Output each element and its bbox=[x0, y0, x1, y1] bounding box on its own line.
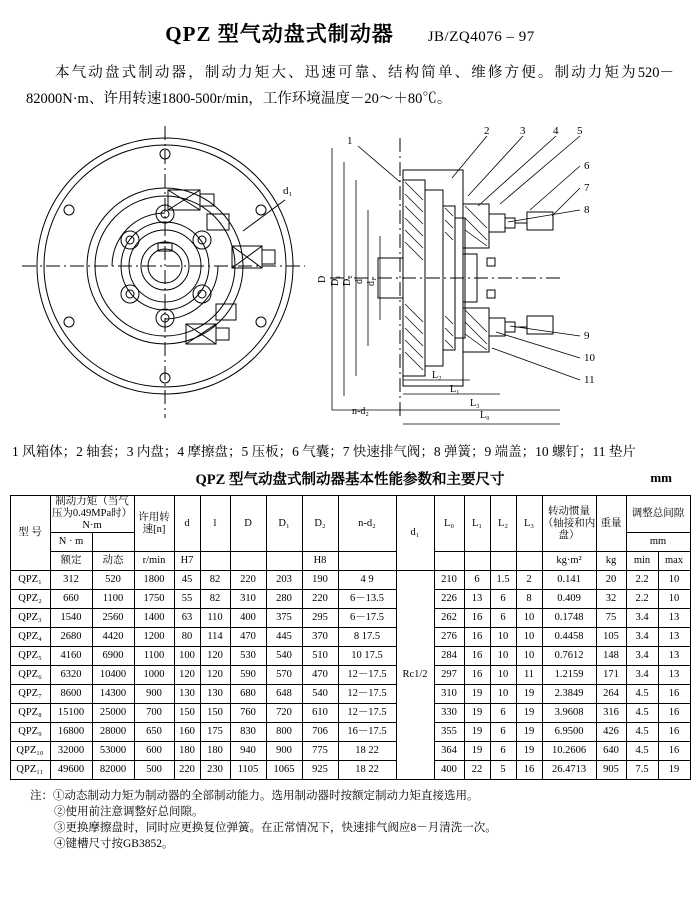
cell-inertia: 10.2606 bbox=[542, 742, 596, 761]
cell-dynamic: 14300 bbox=[92, 685, 134, 704]
th-L1-blank bbox=[464, 552, 490, 571]
cell-D2: 706 bbox=[302, 723, 338, 742]
cell-model: QPZ₁₁ bbox=[10, 761, 50, 780]
cell-D: 1105 bbox=[230, 761, 266, 780]
cell-inertia: 6.9500 bbox=[542, 723, 596, 742]
dim-d: d bbox=[354, 279, 365, 284]
callout-8: 8 bbox=[584, 204, 590, 216]
th-nd2: n-d₂ bbox=[338, 496, 396, 552]
cell-dynamic: 1100 bbox=[92, 590, 134, 609]
figure-legend: 1 风箱体；2 轴套；3 内盘；4 摩擦盘；5 压板；6 气囊；7 快速排气阀；8 弹簧；9 端盖；10 螺钉；11 垫片 bbox=[12, 444, 636, 459]
cell-max: 13 bbox=[658, 628, 690, 647]
dim-d1: d₁ bbox=[366, 277, 377, 286]
cell-L3: 8 bbox=[516, 590, 542, 609]
cell-dynamic: 6900 bbox=[92, 647, 134, 666]
cell-min: 4.5 bbox=[626, 685, 658, 704]
cell-L0: 262 bbox=[434, 609, 464, 628]
cell-D: 310 bbox=[230, 590, 266, 609]
note-item-3: ④键槽尺寸按GB3852。 bbox=[54, 838, 174, 851]
cell-L3: 11 bbox=[516, 666, 542, 685]
cell-L2: 6 bbox=[490, 590, 516, 609]
table-row bbox=[10, 685, 690, 704]
cell-D1: 280 bbox=[266, 590, 302, 609]
th-d: d bbox=[174, 496, 200, 552]
cell-speed: 600 bbox=[134, 742, 174, 761]
cell-D: 470 bbox=[230, 628, 266, 647]
callout-7: 7 bbox=[584, 182, 590, 194]
cell-inertia: 0.4458 bbox=[542, 628, 596, 647]
th-D1-blank bbox=[266, 552, 302, 571]
cell-max: 13 bbox=[658, 647, 690, 666]
cell-max: 10 bbox=[658, 590, 690, 609]
cell-weight: 148 bbox=[596, 647, 626, 666]
cell-L0: 400 bbox=[434, 761, 464, 780]
cell-L3: 10 bbox=[516, 647, 542, 666]
th-L2: L₂ bbox=[490, 496, 516, 552]
cell-L3: 16 bbox=[516, 761, 542, 780]
cell-speed: 1800 bbox=[134, 571, 174, 590]
cell-min: 2.2 bbox=[626, 571, 658, 590]
cell-D: 940 bbox=[230, 742, 266, 761]
cell-l: 82 bbox=[200, 590, 230, 609]
cell-min: 4.5 bbox=[626, 723, 658, 742]
cell-L3: 10 bbox=[516, 628, 542, 647]
cell-d: 100 bbox=[174, 647, 200, 666]
cell-inertia: 3.9608 bbox=[542, 704, 596, 723]
cell-rated: 16800 bbox=[50, 723, 92, 742]
th-gap-min: min bbox=[626, 552, 658, 571]
cell-d: 120 bbox=[174, 666, 200, 685]
cell-D: 220 bbox=[230, 571, 266, 590]
cell-model: QPZ₁₀ bbox=[10, 742, 50, 761]
cell-nd2: 12－17.5 bbox=[338, 685, 396, 704]
cell-L3: 19 bbox=[516, 742, 542, 761]
cell-D2: 220 bbox=[302, 590, 338, 609]
cell-max: 16 bbox=[658, 704, 690, 723]
table-row bbox=[10, 704, 690, 723]
note-item-2: ③更换摩擦盘时，同时应更换复位弹簧。在正常情况下，快速排气阀应8－月清洗一次。 bbox=[54, 822, 497, 835]
cell-l: 150 bbox=[200, 704, 230, 723]
cell-L0: 355 bbox=[434, 723, 464, 742]
cell-d: 180 bbox=[174, 742, 200, 761]
cell-D2: 775 bbox=[302, 742, 338, 761]
th-D2-fit: H8 bbox=[302, 552, 338, 571]
callout-10: 10 bbox=[584, 352, 595, 364]
cell-weight: 20 bbox=[596, 571, 626, 590]
dim-D: D bbox=[317, 275, 328, 283]
th-l-blank bbox=[200, 552, 230, 571]
cell-l: 110 bbox=[200, 609, 230, 628]
cell-nd2: 4 9 bbox=[338, 571, 396, 590]
cell-speed: 1750 bbox=[134, 590, 174, 609]
cell-L3: 2 bbox=[516, 571, 542, 590]
cell-L2: 10 bbox=[490, 628, 516, 647]
th-dynamic: 动态 bbox=[92, 552, 134, 571]
cell-l: 114 bbox=[200, 628, 230, 647]
cell-inertia: 2.3849 bbox=[542, 685, 596, 704]
th-gap-unit: mm bbox=[626, 533, 690, 552]
cell-d: 63 bbox=[174, 609, 200, 628]
cell-rated: 6320 bbox=[50, 666, 92, 685]
cell-D1: 648 bbox=[266, 685, 302, 704]
callout-3: 3 bbox=[520, 125, 526, 137]
cell-weight: 905 bbox=[596, 761, 626, 780]
cell-D: 400 bbox=[230, 609, 266, 628]
cell-speed: 1400 bbox=[134, 609, 174, 628]
cell-rated: 1540 bbox=[50, 609, 92, 628]
cell-rated: 4160 bbox=[50, 647, 92, 666]
cell-inertia: 0.409 bbox=[542, 590, 596, 609]
cell-rated: 49600 bbox=[50, 761, 92, 780]
cell-inertia: 0.7612 bbox=[542, 647, 596, 666]
cell-inertia: 1.2159 bbox=[542, 666, 596, 685]
cell-dynamic: 10400 bbox=[92, 666, 134, 685]
cell-l: 180 bbox=[200, 742, 230, 761]
table-caption bbox=[0, 468, 700, 489]
cell-l: 230 bbox=[200, 761, 230, 780]
cell-L1: 16 bbox=[464, 666, 490, 685]
cell-L0: 276 bbox=[434, 628, 464, 647]
callout-5: 5 bbox=[577, 125, 583, 137]
cell-D1: 800 bbox=[266, 723, 302, 742]
cell-L3: 10 bbox=[516, 609, 542, 628]
th-torque-unit: N · m bbox=[50, 533, 92, 552]
cell-d: 55 bbox=[174, 590, 200, 609]
air-cylinder-bottom bbox=[186, 324, 229, 344]
cell-max: 13 bbox=[658, 666, 690, 685]
cell-L1: 16 bbox=[464, 628, 490, 647]
cell-max: 10 bbox=[658, 571, 690, 590]
cell-inertia: 0.1748 bbox=[542, 609, 596, 628]
cell-L1: 13 bbox=[464, 590, 490, 609]
table-row bbox=[10, 628, 690, 647]
title-row bbox=[0, 0, 700, 48]
th-D: D bbox=[230, 496, 266, 552]
cell-model: QPZ₇ bbox=[10, 685, 50, 704]
cell-l: 82 bbox=[200, 571, 230, 590]
cell-min: 3.4 bbox=[626, 666, 658, 685]
cell-nd2: 10 17.5 bbox=[338, 647, 396, 666]
th-D-blank bbox=[230, 552, 266, 571]
dim-L1: L₁ bbox=[450, 384, 460, 395]
cell-L0: 330 bbox=[434, 704, 464, 723]
cell-rated: 32000 bbox=[50, 742, 92, 761]
notes-block bbox=[30, 788, 700, 852]
th-D1: D₁ bbox=[266, 496, 302, 552]
cell-l: 120 bbox=[200, 647, 230, 666]
cell-L1: 16 bbox=[464, 609, 490, 628]
cell-D2: 470 bbox=[302, 666, 338, 685]
cell-min: 4.5 bbox=[626, 742, 658, 761]
callout-11: 11 bbox=[584, 374, 595, 386]
dim-nd2: n-d₂ bbox=[352, 406, 369, 417]
cell-nd2: 8 17.5 bbox=[338, 628, 396, 647]
th-speed-group: 许用转速[n] bbox=[134, 496, 174, 552]
th-inertia-group: 转动惯量（轴接和内盘） bbox=[542, 496, 596, 552]
cell-L2: 6 bbox=[490, 704, 516, 723]
cell-model: QPZ₉ bbox=[10, 723, 50, 742]
th-L2-blank bbox=[490, 552, 516, 571]
cell-D2: 540 bbox=[302, 685, 338, 704]
cell-D: 680 bbox=[230, 685, 266, 704]
table-row bbox=[10, 666, 690, 685]
th-inertia-unit: kg·m² bbox=[542, 552, 596, 571]
cell-speed: 650 bbox=[134, 723, 174, 742]
cell-L0: 297 bbox=[434, 666, 464, 685]
spec-table-body bbox=[10, 571, 690, 780]
cell-speed: 1100 bbox=[134, 647, 174, 666]
cell-min: 7.5 bbox=[626, 761, 658, 780]
th-speed-unit: r/min bbox=[134, 552, 174, 571]
th-D2: D₂ bbox=[302, 496, 338, 552]
table-row bbox=[10, 723, 690, 742]
cell-L1: 19 bbox=[464, 704, 490, 723]
cell-weight: 32 bbox=[596, 590, 626, 609]
cell-min: 2.2 bbox=[626, 590, 658, 609]
standard-code: JB/ZQ4076 – 97 bbox=[427, 29, 535, 45]
cell-d: 130 bbox=[174, 685, 200, 704]
cell-dynamic: 25000 bbox=[92, 704, 134, 723]
cell-D2: 925 bbox=[302, 761, 338, 780]
figure-assembly-drawing bbox=[0, 118, 700, 438]
cell-D2: 370 bbox=[302, 628, 338, 647]
cell-d1: Rc1/2 bbox=[396, 571, 434, 780]
intro-paragraph: 本气动盘式制动器，制动力矩大、迅速可靠、结构简单、维修方便。制动力矩为520－82000N·m、许用转速1800-500r/min，工作环境温度－20～＋80℃。 bbox=[26, 65, 674, 107]
cell-D1: 570 bbox=[266, 666, 302, 685]
cell-L3: 19 bbox=[516, 723, 542, 742]
cell-weight: 105 bbox=[596, 628, 626, 647]
cell-nd2: 12－17.5 bbox=[338, 704, 396, 723]
cell-dynamic: 4420 bbox=[92, 628, 134, 647]
table-row bbox=[10, 609, 690, 628]
cell-D1: 1065 bbox=[266, 761, 302, 780]
th-gap-max: max bbox=[658, 552, 690, 571]
cell-nd2: 18 22 bbox=[338, 742, 396, 761]
th-model: 型 号 bbox=[10, 496, 50, 571]
cell-max: 16 bbox=[658, 685, 690, 704]
cell-weight: 171 bbox=[596, 666, 626, 685]
cell-L0: 310 bbox=[434, 685, 464, 704]
cell-max: 16 bbox=[658, 742, 690, 761]
cell-rated: 8600 bbox=[50, 685, 92, 704]
cell-model: QPZ₃ bbox=[10, 609, 50, 628]
th-weight: 重量 bbox=[596, 496, 626, 552]
cell-rated: 312 bbox=[50, 571, 92, 590]
note-lead: 注：①动态制动力矩为制动器的全部制动能力。选用制动器时按额定制动力矩直接选用。 bbox=[30, 790, 479, 803]
cell-min: 3.4 bbox=[626, 628, 658, 647]
cell-L1: 16 bbox=[464, 647, 490, 666]
cell-L2: 6 bbox=[490, 609, 516, 628]
cell-speed: 1200 bbox=[134, 628, 174, 647]
cell-d: 80 bbox=[174, 628, 200, 647]
cell-D2: 295 bbox=[302, 609, 338, 628]
cell-model: QPZ₄ bbox=[10, 628, 50, 647]
cell-L1: 6 bbox=[464, 571, 490, 590]
cell-nd2: 16－17.5 bbox=[338, 723, 396, 742]
cell-min: 4.5 bbox=[626, 704, 658, 723]
cell-inertia: 26.4713 bbox=[542, 761, 596, 780]
table-row bbox=[10, 647, 690, 666]
cell-min: 3.4 bbox=[626, 647, 658, 666]
cell-max: 13 bbox=[658, 609, 690, 628]
cell-nd2: 6－17.5 bbox=[338, 609, 396, 628]
cell-nd2: 12－17.5 bbox=[338, 666, 396, 685]
th-d1: d₁ bbox=[396, 496, 434, 571]
cell-D: 530 bbox=[230, 647, 266, 666]
th-weight-unit: kg bbox=[596, 552, 626, 571]
cell-D1: 375 bbox=[266, 609, 302, 628]
dim-L3: L₃ bbox=[470, 398, 480, 409]
cell-weight: 640 bbox=[596, 742, 626, 761]
cell-dynamic: 82000 bbox=[92, 761, 134, 780]
table-caption-text: QPZ 型气动盘式制动器基本性能参数和主要尺寸 bbox=[195, 472, 505, 488]
cell-dynamic: 53000 bbox=[92, 742, 134, 761]
cell-max: 16 bbox=[658, 723, 690, 742]
th-L0-blank bbox=[434, 552, 464, 571]
cell-L0: 226 bbox=[434, 590, 464, 609]
cell-max: 19 bbox=[658, 761, 690, 780]
th-gap-group: 调整总间隙 bbox=[626, 496, 690, 533]
page-title: QPZ 型气动盘式制动器 bbox=[165, 22, 394, 46]
dim-D2: D₂ bbox=[342, 275, 353, 286]
cell-D2: 510 bbox=[302, 647, 338, 666]
cell-model: QPZ₆ bbox=[10, 666, 50, 685]
th-L1: L₁ bbox=[464, 496, 490, 552]
cell-L2: 10 bbox=[490, 647, 516, 666]
cell-dynamic: 28000 bbox=[92, 723, 134, 742]
callout-6: 6 bbox=[584, 160, 590, 172]
callout-9: 9 bbox=[584, 330, 590, 342]
cell-model: QPZ₂ bbox=[10, 590, 50, 609]
cell-dynamic: 520 bbox=[92, 571, 134, 590]
cell-D2: 610 bbox=[302, 704, 338, 723]
cell-D: 830 bbox=[230, 723, 266, 742]
th-nd2-blank bbox=[338, 552, 396, 571]
th-torque-unit2 bbox=[92, 533, 134, 552]
cell-D1: 203 bbox=[266, 571, 302, 590]
cell-speed: 500 bbox=[134, 761, 174, 780]
cell-d: 150 bbox=[174, 704, 200, 723]
cell-D1: 720 bbox=[266, 704, 302, 723]
cell-L1: 19 bbox=[464, 742, 490, 761]
dim-L2: L₂ bbox=[432, 370, 442, 381]
cell-nd2: 18 22 bbox=[338, 761, 396, 780]
cell-rated: 15100 bbox=[50, 704, 92, 723]
air-cylinder-right bbox=[232, 246, 275, 268]
cell-inertia: 0.141 bbox=[542, 571, 596, 590]
th-L0: L₀ bbox=[434, 496, 464, 552]
cell-weight: 264 bbox=[596, 685, 626, 704]
cell-L1: 19 bbox=[464, 723, 490, 742]
cell-L2: 10 bbox=[490, 685, 516, 704]
cell-rated: 660 bbox=[50, 590, 92, 609]
th-l: l bbox=[200, 496, 230, 552]
cell-l: 130 bbox=[200, 685, 230, 704]
cell-D1: 445 bbox=[266, 628, 302, 647]
table-row bbox=[10, 590, 690, 609]
cell-weight: 75 bbox=[596, 609, 626, 628]
cell-D: 590 bbox=[230, 666, 266, 685]
th-L3: L₃ bbox=[516, 496, 542, 552]
cell-speed: 900 bbox=[134, 685, 174, 704]
cell-D: 760 bbox=[230, 704, 266, 723]
cell-L2: 1.5 bbox=[490, 571, 516, 590]
th-L3-blank bbox=[516, 552, 542, 571]
cell-speed: 700 bbox=[134, 704, 174, 723]
cell-L1: 19 bbox=[464, 685, 490, 704]
cell-D1: 900 bbox=[266, 742, 302, 761]
cell-d: 45 bbox=[174, 571, 200, 590]
cell-d: 220 bbox=[174, 761, 200, 780]
callout-2: 2 bbox=[484, 125, 490, 137]
cell-L3: 19 bbox=[516, 685, 542, 704]
cell-D2: 190 bbox=[302, 571, 338, 590]
cell-L1: 22 bbox=[464, 761, 490, 780]
cell-D1: 540 bbox=[266, 647, 302, 666]
cell-weight: 426 bbox=[596, 723, 626, 742]
cell-model: QPZ₅ bbox=[10, 647, 50, 666]
cell-model: QPZ₈ bbox=[10, 704, 50, 723]
table-unit: mm bbox=[650, 470, 672, 485]
cell-L2: 10 bbox=[490, 666, 516, 685]
note-item-1: ②使用前注意调整好总间隙。 bbox=[54, 806, 204, 819]
th-rated: 额定 bbox=[50, 552, 92, 571]
dim-D1: D₁ bbox=[330, 275, 341, 286]
cell-L2: 6 bbox=[490, 742, 516, 761]
cell-l: 120 bbox=[200, 666, 230, 685]
cell-L0: 364 bbox=[434, 742, 464, 761]
dim-L0: L₀ bbox=[480, 410, 490, 421]
cell-d: 160 bbox=[174, 723, 200, 742]
callout-4: 4 bbox=[553, 125, 559, 137]
cell-L3: 19 bbox=[516, 704, 542, 723]
cell-model: QPZ₁ bbox=[10, 571, 50, 590]
callout-1: 1 bbox=[347, 135, 353, 147]
cell-L2: 6 bbox=[490, 723, 516, 742]
th-torque-group: 制动力矩（当气压为0.49MPa时）N·m bbox=[51, 496, 133, 532]
cell-L0: 210 bbox=[434, 571, 464, 590]
cell-L0: 284 bbox=[434, 647, 464, 666]
cell-weight: 316 bbox=[596, 704, 626, 723]
cell-speed: 1000 bbox=[134, 666, 174, 685]
cell-l: 175 bbox=[200, 723, 230, 742]
label-d1: d₁ bbox=[283, 185, 293, 197]
table-row bbox=[10, 571, 690, 590]
cell-L2: 5 bbox=[490, 761, 516, 780]
table-row bbox=[10, 761, 690, 780]
cell-min: 3.4 bbox=[626, 609, 658, 628]
cell-nd2: 6－13.5 bbox=[338, 590, 396, 609]
cell-rated: 2680 bbox=[50, 628, 92, 647]
cell-dynamic: 2560 bbox=[92, 609, 134, 628]
table-row bbox=[10, 742, 690, 761]
spec-table bbox=[10, 495, 691, 780]
th-d-fit: H7 bbox=[174, 552, 200, 571]
